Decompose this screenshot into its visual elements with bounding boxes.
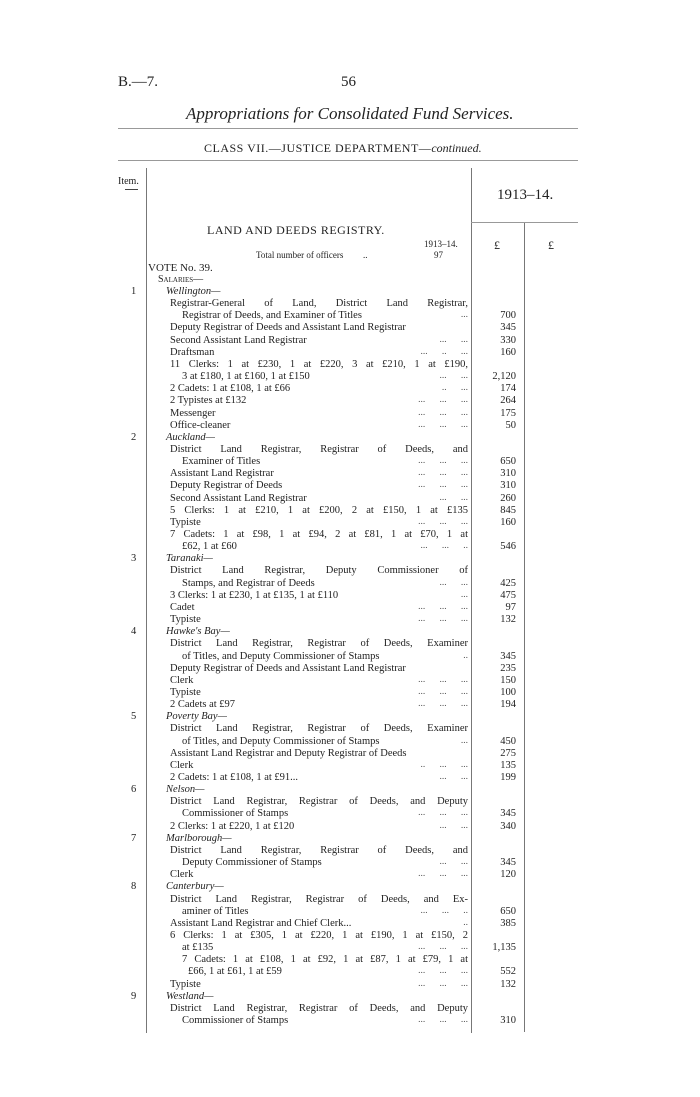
- leader-dots: ... ... ...: [418, 420, 468, 430]
- leader-dots: ... ... ...: [418, 966, 468, 976]
- line-text: 11 Clerks: 1 at £230, 1 at £220, 3 at £210, 1 at £190,: [170, 359, 468, 370]
- district-heading: Auckland—: [166, 432, 215, 443]
- leader-dots: ... ... ..: [420, 906, 468, 916]
- leader-dots: ...: [460, 736, 468, 746]
- vote-number: VOTE No. 39.: [148, 262, 213, 274]
- amount-value: 546: [500, 541, 516, 552]
- officers-label: Total number of officers: [256, 250, 344, 260]
- leader-dots: ...: [460, 590, 468, 600]
- amount-value: 345: [500, 857, 516, 868]
- officers-year: 1913–14.: [424, 239, 458, 249]
- line-text: Commissioner of Stamps: [182, 1015, 289, 1026]
- amount-value: 310: [500, 480, 516, 491]
- line-text: 3 Clerks: 1 at £230, 1 at £135, 1 at £110: [170, 590, 339, 601]
- leader-dots: ... ... ...: [418, 979, 468, 989]
- line-text: Registrar of Deeds, and Examiner of Titles: [182, 310, 362, 321]
- leader-dots: ... ... ...: [418, 480, 468, 490]
- line-text: Stamps, and Registrar of Deeds: [182, 578, 315, 589]
- amount-value: 235: [500, 663, 516, 674]
- district-heading: Hawke's Bay—: [166, 626, 230, 637]
- leader-dots: ... ... ...: [418, 675, 468, 685]
- amount-value: 310: [500, 468, 516, 479]
- amount-value: 552: [500, 966, 516, 977]
- line-text: 7 Cadets: 1 at £98, 1 at £94, 2 at £81, 1 at £70, 1 at: [170, 529, 468, 540]
- line-text: Assistant Land Registrar and Deputy Registrar of Deeds: [170, 748, 407, 759]
- item-number: 1: [131, 286, 137, 297]
- officers-dots: ..: [363, 250, 368, 260]
- line-text: £66, 1 at £61, 1 at £59: [188, 966, 282, 977]
- line-text: District Land Registrar, Deputy Commissioner of: [170, 565, 468, 576]
- leader-dots: ... ... ...: [418, 468, 468, 478]
- leader-dots: .. ...: [441, 383, 468, 393]
- leader-dots: ... ... ...: [418, 869, 468, 879]
- amount-value: 310: [500, 1015, 516, 1026]
- line-text: District Land Registrar, Registrar of Deeds, and: [170, 845, 468, 856]
- district-heading: Westland—: [166, 991, 214, 1002]
- leader-dots: ...: [460, 310, 468, 320]
- amount-value: 340: [500, 821, 516, 832]
- amount-value: 450: [500, 736, 516, 747]
- leader-dots: ... ...: [439, 857, 468, 867]
- district-heading: Poverty Bay—: [166, 711, 227, 722]
- line-text: Typiste: [170, 614, 201, 625]
- leader-dots: ... ...: [439, 371, 468, 381]
- amount-value: 1,135: [492, 942, 516, 953]
- amount-value: 2,120: [492, 371, 516, 382]
- district-heading: Wellington—: [166, 286, 221, 297]
- district-heading: Nelson—: [166, 784, 205, 795]
- line-text: Second Assistant Land Registrar: [170, 493, 307, 504]
- district-heading: Marlborough—: [166, 833, 232, 844]
- item-number: 5: [131, 711, 137, 722]
- amount-value: 150: [500, 675, 516, 686]
- amount-value: 174: [500, 383, 516, 394]
- line-text: District Land Registrar, Registrar of Deeds, Examiner: [170, 723, 468, 734]
- amount-value: 132: [500, 614, 516, 625]
- officers-count: 97: [434, 250, 443, 260]
- leader-dots: ... ...: [439, 772, 468, 782]
- subtotal-column-divider: [524, 222, 525, 1032]
- line-text: Cadet: [170, 602, 195, 613]
- leader-dots: ... ... ...: [418, 395, 468, 405]
- item-number: 9: [131, 991, 137, 1002]
- line-text: at £135: [182, 942, 214, 953]
- item-number: 7: [131, 833, 137, 844]
- leader-dots: ... ... ...: [418, 1015, 468, 1025]
- line-text: Deputy Registrar of Deeds and Assistant Land Registrar: [170, 322, 406, 333]
- line-text: aminer of Titles: [182, 906, 249, 917]
- amount-value: 160: [500, 347, 516, 358]
- amount-value: 135: [500, 760, 516, 771]
- amount-value: 330: [500, 335, 516, 346]
- district-heading: Taranaki—: [166, 553, 213, 564]
- item-header-dash: [125, 189, 138, 190]
- class-heading: CLASS VII.—JUSTICE DEPARTMENT—continued.: [204, 141, 482, 155]
- line-text: Assistant Land Registrar: [170, 468, 274, 479]
- line-text: District Land Registrar, Registrar of Deeds, and Deputy: [170, 796, 468, 807]
- amount-value: 650: [500, 906, 516, 917]
- amount-value: 275: [500, 748, 516, 759]
- line-text: Messenger: [170, 408, 216, 419]
- item-number: 4: [131, 626, 137, 637]
- line-text: Draftsman: [170, 347, 215, 358]
- amount-value: 100: [500, 687, 516, 698]
- leader-dots: ... ...: [439, 821, 468, 831]
- line-text: Clerk: [170, 869, 194, 880]
- amount-value: 845: [500, 505, 516, 516]
- item-number: 6: [131, 784, 137, 795]
- document-code: B.—7.: [118, 74, 159, 90]
- section-title: LAND AND DEEDS REGISTRY.: [207, 223, 385, 237]
- amount-value: 345: [500, 651, 516, 662]
- amount-value: 132: [500, 979, 516, 990]
- line-text: 2 Cadets at £97: [170, 699, 236, 710]
- leader-dots: ..: [463, 651, 468, 661]
- line-text: Deputy Registrar of Deeds and Assistant Land Registrar: [170, 663, 406, 674]
- line-text: District Land Registrar, Registrar of Deeds, and Deputy: [170, 1003, 468, 1014]
- line-text: 2 Cadets: 1 at £108, 1 at £66: [170, 383, 291, 394]
- line-text: Registrar-General of Land, District Land Registrar,: [170, 298, 468, 309]
- line-text: Second Assistant Land Registrar: [170, 335, 307, 346]
- amount-value: 650: [500, 456, 516, 467]
- class-rule: [118, 160, 578, 161]
- item-column-header: Item.: [118, 176, 139, 187]
- leader-dots: ... ... ...: [418, 517, 468, 527]
- line-text: Clerk: [170, 760, 194, 771]
- year-column-header: 1913–14.: [497, 187, 554, 203]
- amount-value: 199: [500, 772, 516, 783]
- leader-dots: ... ... ..: [420, 541, 468, 551]
- year-header-rule: [471, 222, 578, 223]
- leader-dots: ... ... ...: [418, 408, 468, 418]
- amount-value: 264: [500, 395, 516, 406]
- line-text: 2 Cadets: 1 at £108, 1 at £91...: [170, 772, 299, 783]
- leader-dots: ... ... ...: [418, 602, 468, 612]
- district-heading: Canterbury—: [166, 881, 224, 892]
- line-text: Deputy Registrar of Deeds: [170, 480, 283, 491]
- amount-value: 385: [500, 918, 516, 929]
- leader-dots: ... ... ...: [418, 808, 468, 818]
- page-number: 56: [341, 74, 356, 90]
- page-title: Appropriations for Consolidated Fund Services.: [186, 104, 514, 123]
- leader-dots: .. ... ...: [420, 760, 468, 770]
- amount-value: 97: [505, 602, 516, 613]
- leader-dots: ... ... ...: [418, 942, 468, 952]
- salaries-heading: Salaries—: [158, 274, 204, 285]
- amount-value: 50: [505, 420, 516, 431]
- item-column-divider: [146, 168, 147, 1033]
- line-text: District Land Registrar, Registrar of Deeds, and Ex-: [170, 894, 468, 905]
- leader-dots: ... ...: [439, 578, 468, 588]
- line-text: £62, 1 at £60: [182, 541, 237, 552]
- amount-value: 175: [500, 408, 516, 419]
- leader-dots: ... .. ...: [420, 347, 468, 357]
- line-text: 5 Clerks: 1 at £210, 1 at £200, 2 at £150, 1 at £135: [170, 505, 468, 516]
- leader-dots: ... ... ...: [418, 614, 468, 624]
- item-number: 8: [131, 881, 137, 892]
- line-text: 3 at £180, 1 at £160, 1 at £150: [182, 371, 310, 382]
- amount-value: 425: [500, 578, 516, 589]
- leader-dots: ... ... ...: [418, 699, 468, 709]
- amount-value: 194: [500, 699, 516, 710]
- amount-column-divider: [471, 168, 472, 1033]
- line-text: Typiste: [170, 979, 201, 990]
- amount-value: 475: [500, 590, 516, 601]
- item-number: 3: [131, 553, 137, 564]
- line-text: Clerk: [170, 675, 194, 686]
- pound-sign-1: £: [494, 238, 500, 252]
- pound-sign-2: £: [548, 238, 554, 252]
- line-text: 7 Cadets: 1 at £108, 1 at £92, 1 at £87, 1 at £79, 1 at: [182, 954, 468, 965]
- line-text: of Titles, and Deputy Commissioner of Stamps: [182, 736, 380, 747]
- line-text: of Titles, and Deputy Commissioner of Stamps: [182, 651, 380, 662]
- leader-dots: ... ...: [439, 335, 468, 345]
- line-text: Assistant Land Registrar and Chief Clerk...: [170, 918, 352, 929]
- leader-dots: ... ... ...: [418, 687, 468, 697]
- leader-dots: ..: [463, 918, 468, 928]
- amount-value: 120: [500, 869, 516, 880]
- line-text: District Land Registrar, Registrar of Deeds, and: [170, 444, 468, 455]
- line-text: Typiste: [170, 517, 201, 528]
- line-text: 6 Clerks: 1 at £305, 1 at £220, 1 at £190, 1 at £150, 2: [170, 930, 468, 941]
- title-rule: [118, 128, 578, 129]
- amount-value: 160: [500, 517, 516, 528]
- line-text: Examiner of Titles: [182, 456, 261, 467]
- amount-value: 260: [500, 493, 516, 504]
- line-text: 2 Typistes at £132: [170, 395, 247, 406]
- line-text: Deputy Commissioner of Stamps: [182, 857, 322, 868]
- line-text: Office-cleaner: [170, 420, 231, 431]
- amount-value: 700: [500, 310, 516, 321]
- line-text: Commissioner of Stamps: [182, 808, 289, 819]
- line-text: District Land Registrar, Registrar of Deeds, Examiner: [170, 638, 468, 649]
- line-text: Typiste: [170, 687, 201, 698]
- amount-value: 345: [500, 322, 516, 333]
- amount-value: 345: [500, 808, 516, 819]
- leader-dots: ... ...: [439, 493, 468, 503]
- item-number: 2: [131, 432, 137, 443]
- leader-dots: ... ... ...: [418, 456, 468, 466]
- line-text: 2 Clerks: 1 at £220, 1 at £120: [170, 821, 295, 832]
